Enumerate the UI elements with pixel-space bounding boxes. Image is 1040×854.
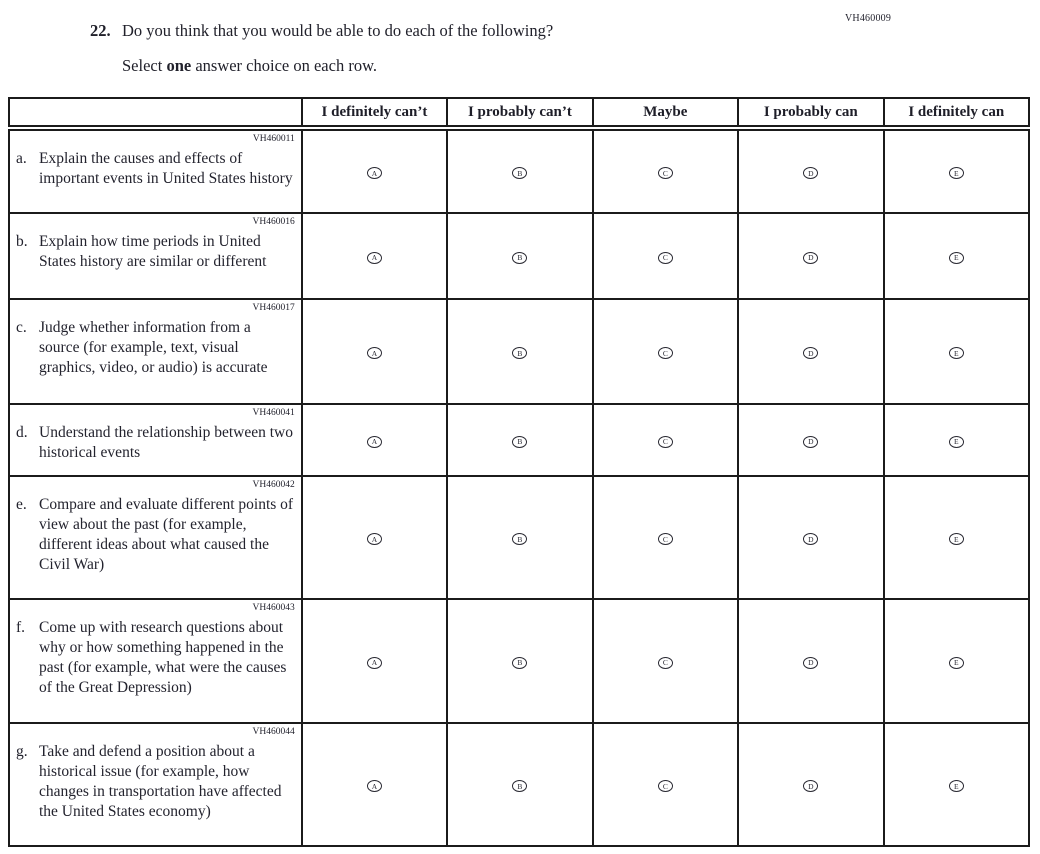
option-f-definitely-can[interactable] (884, 599, 1030, 723)
bubble-option-a[interactable]: A (367, 436, 382, 448)
table-row-a (9, 128, 1029, 213)
option-e-probably-cant[interactable] (447, 476, 592, 599)
column-header-definitely-cant: I definitely can’t (302, 98, 447, 128)
bubble-option-e[interactable]: E (949, 533, 964, 545)
option-d-definitely-cant[interactable] (302, 404, 447, 476)
bubble-option-e[interactable]: E (949, 347, 964, 359)
bubble-option-e[interactable]: E (949, 167, 964, 179)
bubble-option-d[interactable]: D (803, 347, 818, 359)
option-e-probably-can[interactable] (738, 476, 883, 599)
option-b-definitely-can[interactable] (884, 213, 1030, 299)
row-letter-f: f. (16, 619, 26, 636)
option-b-probably-cant[interactable] (447, 213, 592, 299)
row-code-g: VH460044 (252, 727, 295, 737)
bubble-option-e[interactable]: E (949, 252, 964, 264)
bubble-option-d[interactable]: D (803, 780, 818, 792)
bubble-option-b[interactable]: B (512, 252, 527, 264)
option-c-probably-cant[interactable] (447, 299, 592, 404)
bubble-option-d[interactable]: D (803, 657, 818, 669)
bubble-option-b[interactable]: B (512, 167, 527, 179)
question-block (90, 21, 790, 76)
question-text: Do you think that you would be able to do each of the following? (122, 21, 554, 40)
instruction-bold-word: one (166, 55, 192, 75)
option-b-maybe[interactable] (593, 213, 738, 299)
row-text-e: Compare and evaluate different points of view about the past (for example, different ideas about what caused the Civil War) (39, 496, 294, 573)
row-text-g: Take and defend a position about a historical issue (for example, how changes in transportation have affected the United States economy) (39, 743, 282, 820)
bubble-option-c[interactable]: C (658, 436, 673, 448)
option-d-maybe[interactable] (593, 404, 738, 476)
option-e-definitely-cant[interactable] (302, 476, 447, 599)
row-text-c: Judge whether information from a source (for example, text, visual graphics, video, or audio) is accurate (39, 319, 268, 376)
instruction-prefix: Select (122, 55, 167, 75)
row-letter-a: a. (16, 150, 27, 167)
option-a-definitely-cant[interactable] (302, 128, 447, 213)
bubble-option-c[interactable]: C (658, 533, 673, 545)
option-a-maybe[interactable] (593, 128, 738, 213)
option-a-definitely-can[interactable] (884, 128, 1030, 213)
row-letter-g: g. (16, 743, 28, 760)
row-text-f: Come up with research questions about why or how something happened in the past (for example, what were the causes of the Great Depression) (39, 619, 287, 696)
option-g-probably-cant[interactable] (447, 723, 592, 846)
table-row-b (9, 213, 1029, 299)
bubble-option-e[interactable]: E (949, 657, 964, 669)
table-row-c (9, 299, 1029, 404)
bubble-option-a[interactable]: A (367, 533, 382, 545)
bubble-option-b[interactable]: B (512, 347, 527, 359)
row-stem-g (9, 723, 302, 846)
bubble-option-d[interactable]: D (803, 167, 818, 179)
option-c-maybe[interactable] (593, 299, 738, 404)
bubble-option-a[interactable]: A (367, 252, 382, 264)
option-c-definitely-can[interactable] (884, 299, 1030, 404)
row-letter-b: b. (16, 233, 28, 250)
bubble-option-c[interactable]: C (658, 347, 673, 359)
row-stem-d (9, 404, 302, 476)
option-d-probably-can[interactable] (738, 404, 883, 476)
instruction-suffix: answer choice on each row. (191, 55, 378, 75)
row-text-b: Explain how time periods in United States history are similar or different (39, 233, 267, 270)
header-stem-blank (9, 98, 302, 128)
row-stem-a (9, 128, 302, 213)
bubble-option-d[interactable]: D (803, 252, 818, 264)
row-text-a: Explain the causes and effects of important events in United States history (39, 150, 293, 187)
form-code: VH460009 (845, 13, 892, 24)
row-code-a: VH460011 (252, 134, 295, 144)
row-letter-e: e. (16, 496, 27, 513)
bubble-option-e[interactable]: E (949, 780, 964, 792)
bubble-option-b[interactable]: B (512, 657, 527, 669)
option-a-probably-can[interactable] (738, 128, 883, 213)
bubble-option-a[interactable]: A (367, 780, 382, 792)
option-g-definitely-can[interactable] (884, 723, 1030, 846)
column-header-probably-can: I probably can (738, 98, 883, 128)
bubble-option-c[interactable]: C (658, 657, 673, 669)
question-number: 22. (90, 21, 111, 40)
row-text-d: Understand the relationship between two historical events (39, 424, 293, 461)
option-f-definitely-cant[interactable] (302, 599, 447, 723)
bubble-option-a[interactable]: A (367, 657, 382, 669)
column-header-probably-cant: I probably can’t (447, 98, 592, 128)
bubble-option-b[interactable]: B (512, 533, 527, 545)
column-header-definitely-can: I definitely can (884, 98, 1030, 128)
row-code-c: VH460017 (252, 303, 295, 313)
option-c-definitely-cant[interactable] (302, 299, 447, 404)
question-instruction (90, 56, 790, 77)
bubble-option-a[interactable]: A (367, 347, 382, 359)
row-code-f: VH460043 (252, 603, 295, 613)
row-letter-c: c. (16, 319, 27, 336)
table-row-g (9, 723, 1029, 846)
option-f-probably-cant[interactable] (447, 599, 592, 723)
option-f-probably-can[interactable] (738, 599, 883, 723)
header-row (9, 98, 1029, 128)
bubble-option-d[interactable]: D (803, 436, 818, 448)
row-stem-b (9, 213, 302, 299)
row-letter-d: d. (16, 424, 28, 441)
column-header-maybe: Maybe (593, 98, 738, 128)
table-row-f (9, 599, 1029, 723)
option-e-maybe[interactable] (593, 476, 738, 599)
bubble-option-a[interactable]: A (367, 167, 382, 179)
response-matrix (8, 97, 1030, 847)
row-stem-e (9, 476, 302, 599)
table-row-d (9, 404, 1029, 476)
option-b-definitely-cant[interactable] (302, 213, 447, 299)
bubble-option-b[interactable]: B (512, 780, 527, 792)
bubble-option-b[interactable]: B (512, 436, 527, 448)
row-code-b: VH460016 (252, 217, 295, 227)
bubble-option-e[interactable]: E (949, 436, 964, 448)
bubble-option-c[interactable]: C (658, 252, 673, 264)
option-c-probably-can[interactable] (738, 299, 883, 404)
option-f-maybe[interactable] (593, 599, 738, 723)
row-stem-c (9, 299, 302, 404)
table-row-e (9, 476, 1029, 599)
option-d-definitely-can[interactable] (884, 404, 1030, 476)
bubble-option-c[interactable]: C (658, 780, 673, 792)
row-code-d: VH460041 (252, 408, 295, 418)
option-b-probably-can[interactable] (738, 213, 883, 299)
option-a-probably-cant[interactable] (447, 128, 592, 213)
option-g-maybe[interactable] (593, 723, 738, 846)
row-stem-f (9, 599, 302, 723)
option-e-definitely-can[interactable] (884, 476, 1030, 599)
option-d-probably-cant[interactable] (447, 404, 592, 476)
option-g-probably-can[interactable] (738, 723, 883, 846)
bubble-option-d[interactable]: D (803, 533, 818, 545)
option-g-definitely-cant[interactable] (302, 723, 447, 846)
bubble-option-c[interactable]: C (658, 167, 673, 179)
row-code-e: VH460042 (252, 480, 295, 490)
